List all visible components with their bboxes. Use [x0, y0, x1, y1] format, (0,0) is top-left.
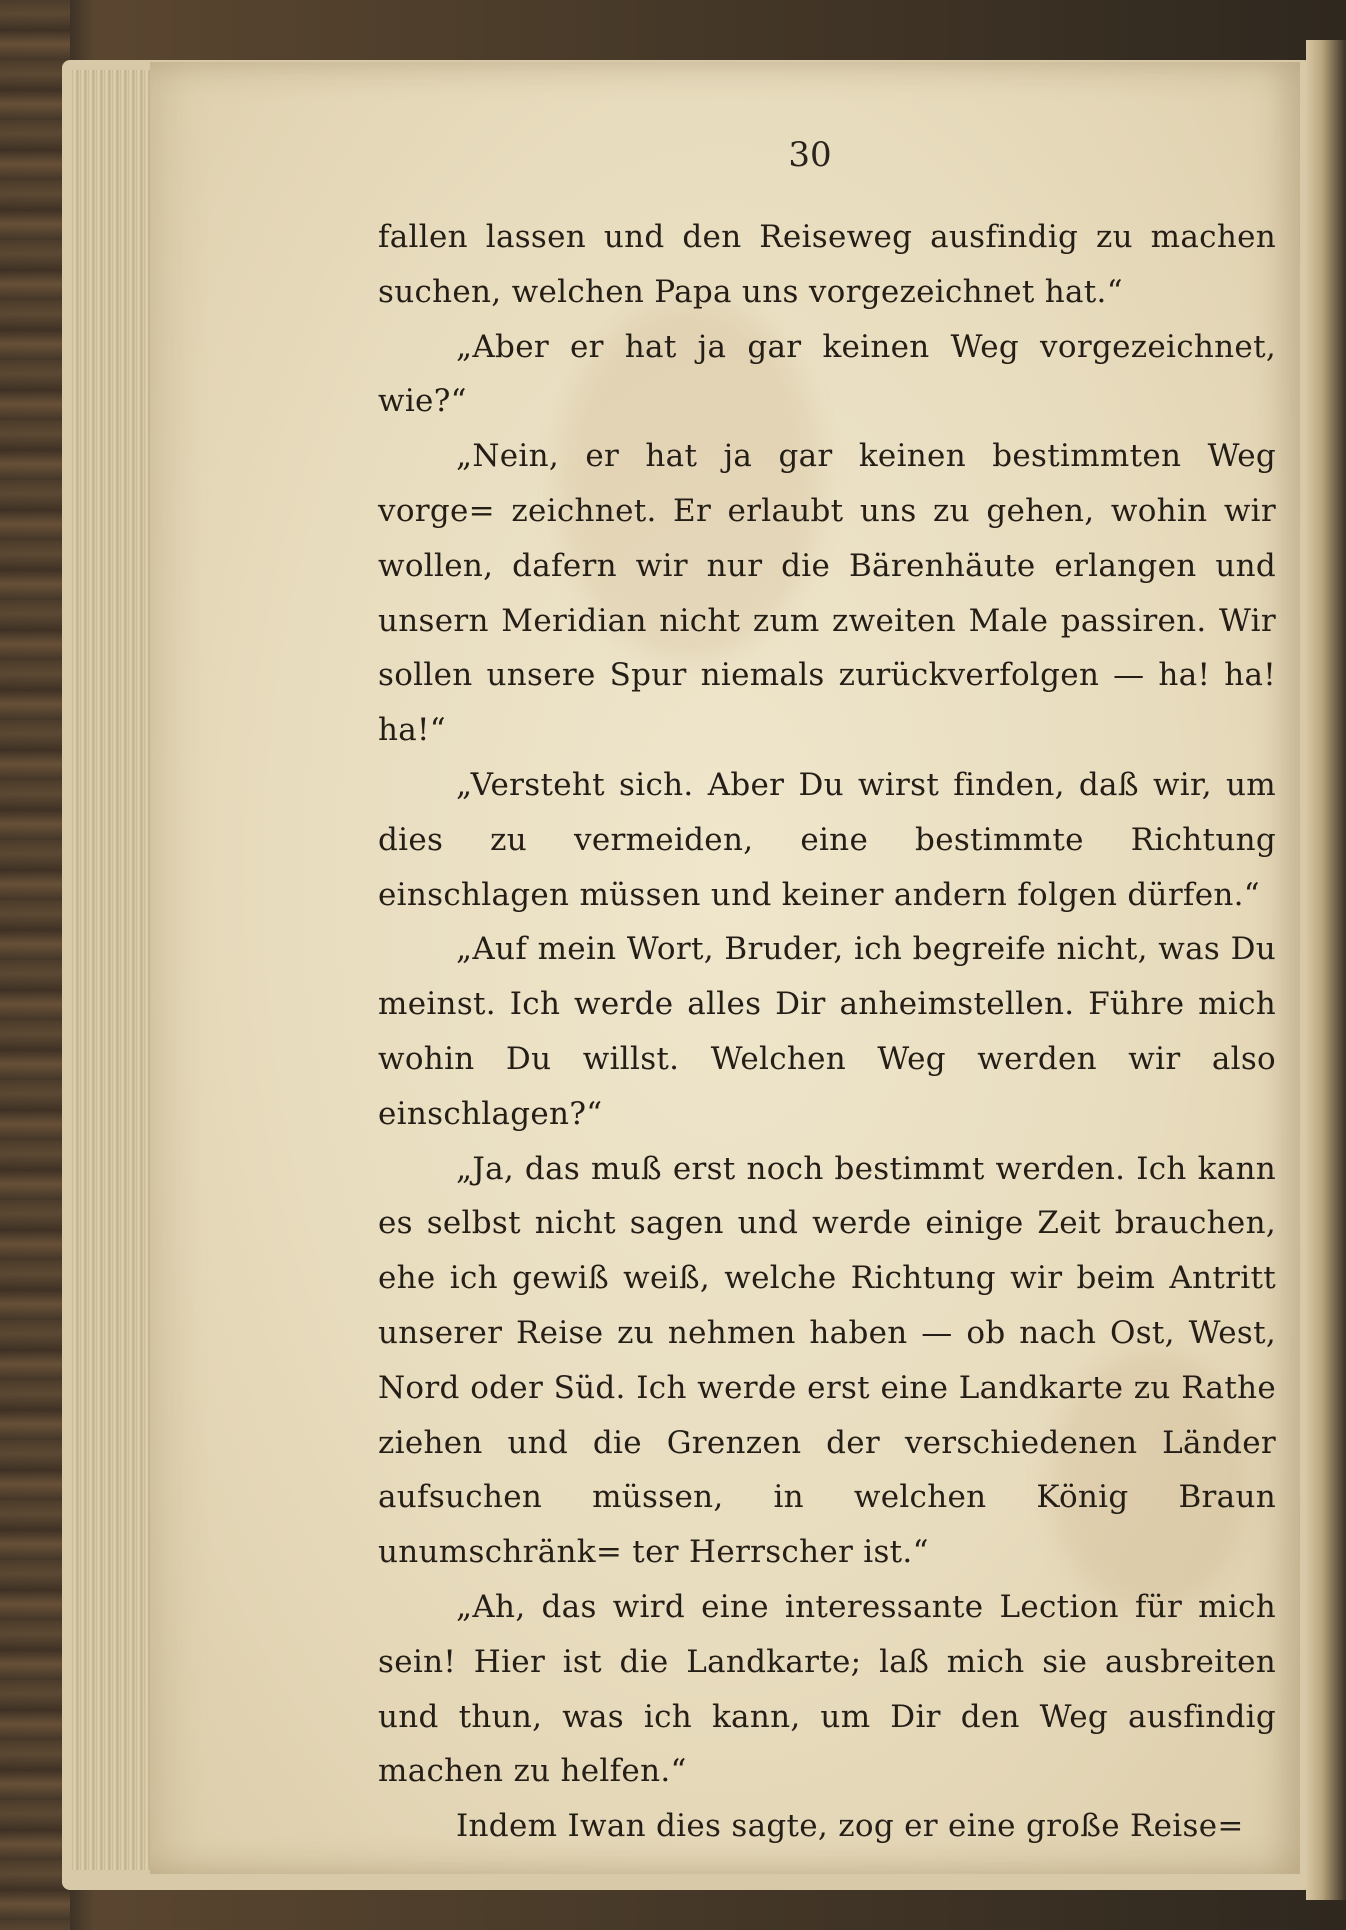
paragraph: „Versteht sich. Aber Du wirst finden, daß wir, um dies zu vermeiden, eine bestimmte Richtung einschlagen müssen und keiner andern folgen dürfen.“ [378, 766, 1276, 913]
paragraph: Indem Iwan dies sagte, zog er eine große Reise= [456, 1808, 1244, 1845]
body-text [378, 210, 1276, 1854]
paragraph: „Aber er hat ja gar keinen Weg vorgezeichnet, wie?“ [378, 328, 1276, 420]
opposite-page-edge [1306, 40, 1346, 1900]
paragraph: „Ah, das wird eine interessante Lection für mich sein! Hier ist die Landkarte; laß mich sie ausbreiten und thun, was ich kann, um Dir den Weg ausfindig machen zu helfen.“ [378, 1588, 1276, 1790]
paragraph: „Nein, er hat ja gar keinen bestimmten Weg vorge= zeichnet. Er erlaubt uns zu gehen, wohin wir wollen, dafern wir nur die Bärenhäute erlangen und unsern Meridian nicht zum zweiten Male passiren. Wir sollen unsere Spur niemals zurückverfolgen — ha! ha! ha!“ [378, 438, 1276, 749]
paragraph: „Ja, das muß erst noch bestimmt werden. Ich kann es selbst nicht sagen und werde einige Zeit brauchen, ehe ich gewiß weiß, welche Richtung wir beim Antritt unserer Reise zu nehmen haben — ob nach Ost, West, Nord oder Süd. Ich werde erst eine Landkarte zu Rathe ziehen und die Grenzen der verschiedenen Länder aufsuchen müssen, in welchen König Braun unumschränk= ter Herrscher ist.“ [378, 1150, 1276, 1571]
page-number: 30 [788, 135, 832, 175]
paragraph: fallen lassen und den Reiseweg ausfindig zu machen suchen, welchen Papa uns vorgezeichnet hat.“ [378, 219, 1276, 310]
book-cover-edge [0, 0, 70, 1930]
paragraph: „Auf mein Wort, Bruder, ich begreife nicht, was Du meinst. Ich werde alles Dir anheimstellen. Führe mich wohin Du willst. Welchen Weg werden wir also einschlagen?“ [378, 931, 1276, 1132]
